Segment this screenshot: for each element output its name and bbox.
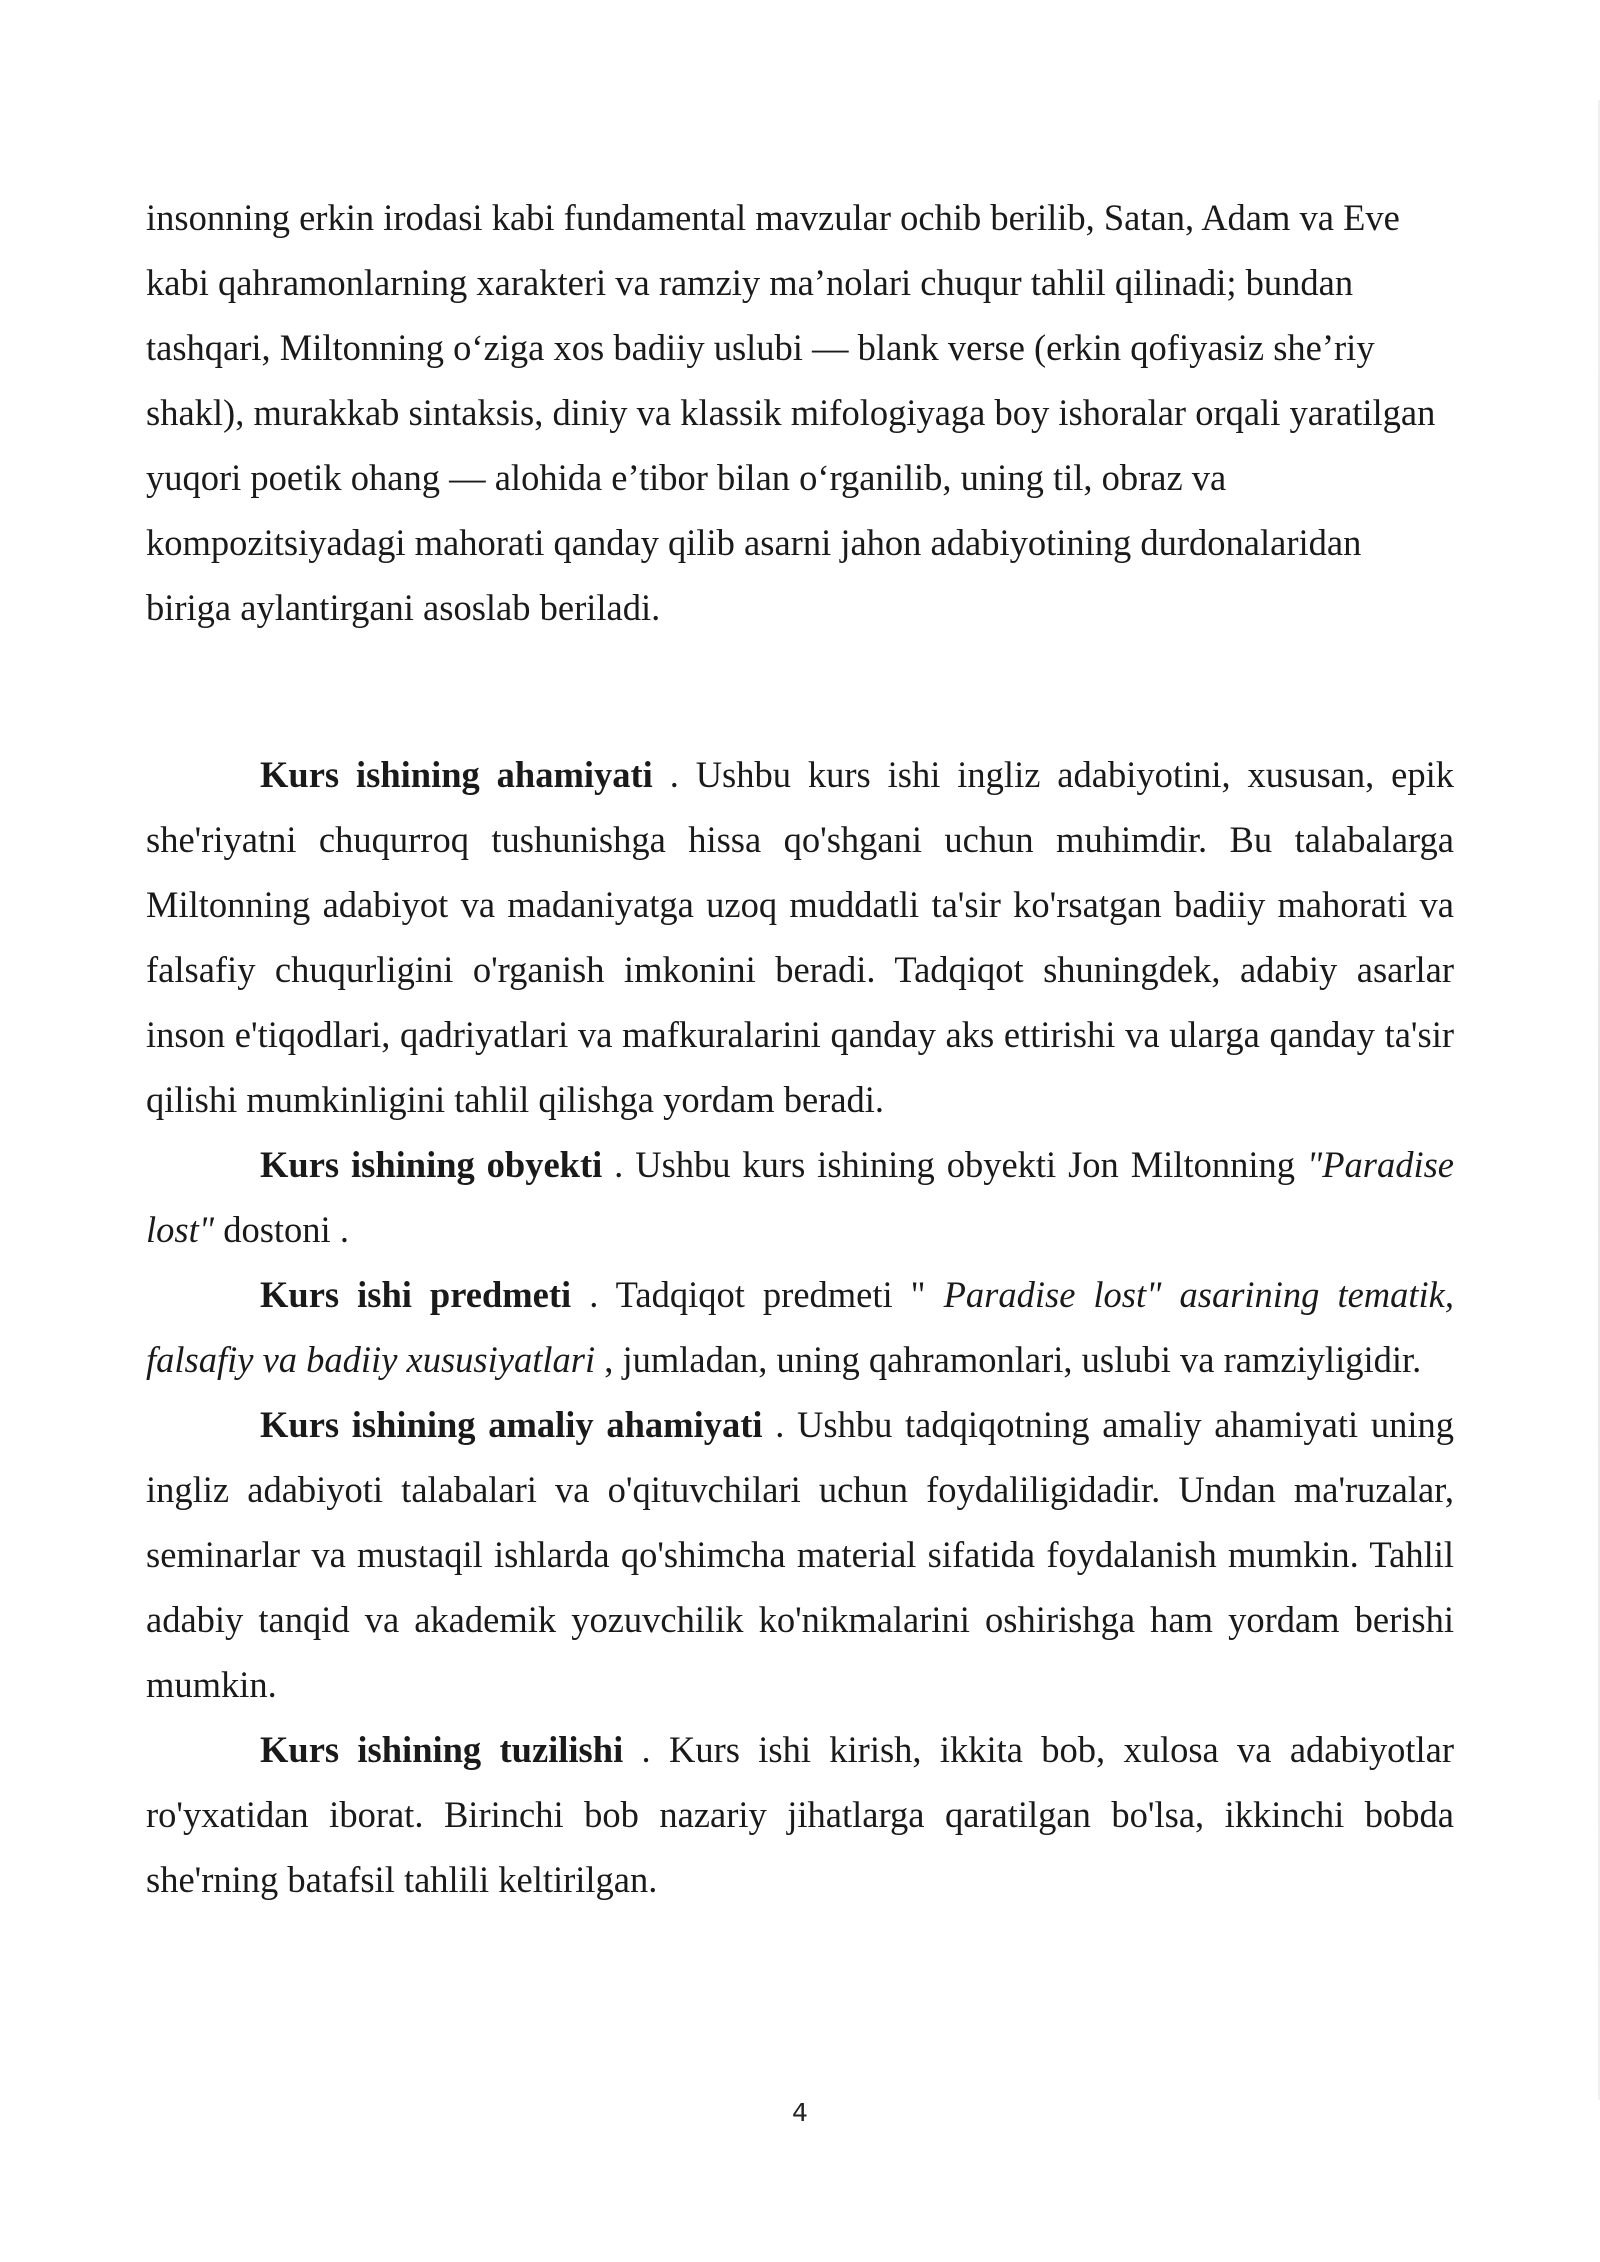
section-heading: Kurs ishining tuzilishi	[260, 1729, 624, 1770]
section-text: . Kurs ishi kirish, ikkita bob, xulosa va adabiyotlar ro'yxatidan iborat. Birinchi bob nazariy jihatlarga qaratilgan bo'lsa, ikkinchi bobda she'rning batafsil tahlili keltirilgan.	[146, 1729, 1454, 1900]
section-heading: Kurs ishining ahamiyati	[260, 754, 653, 795]
section-heading: Kurs ishi predmeti	[260, 1274, 572, 1315]
intro-block	[146, 185, 1454, 640]
section-amaliy-ahamiyati	[146, 1392, 1454, 1717]
sections-block	[146, 742, 1454, 1912]
section-italic-title: Paradise lost" asarining tematik, falsafiy va badiiy xususiyatlari	[146, 1274, 1455, 1380]
page-number: 4	[792, 2098, 808, 2127]
section-text: , jumladan, uning qahramonlari, uslubi va ramziyligidir.	[595, 1339, 1422, 1380]
section-text: dostoni .	[214, 1209, 349, 1250]
section-text: . Ushbu tadqiqotning amaliy ahamiyati uning ingliz adabiyoti talabalari va o'qituvchilari uchun foydaliligidadir. Undan ma'ruzalar, seminarlar va mustaqil ishlarda qo'shimcha material sifatida foydalanish mumkin. Tahlil adabiy tanqid va akademik yozuvchilik ko'nikmalarini oshirishga ham yordam berishi mumkin.	[146, 1404, 1454, 1705]
section-heading: Kurs ishining amaliy ahamiyati	[260, 1404, 763, 1445]
section-obyekti	[146, 1132, 1454, 1262]
section-predmeti	[146, 1262, 1454, 1392]
section-text: . Ushbu kurs ishi ingliz adabiyotini, xususan, epik she'riyatni chuqurroq tushunishga hissa qo'shgani uchun muhimdir. Bu talabalarga Miltonning adabiyot va madaniyatga uzoq muddatli ta'sir ko'rsatgan badiiy mahorati va falsafiy chuqurligini o'rganish imkonini beradi. Tadqiqot shuningdek, adabiy asarlar inson e'tiqodlari, qadriyatlari va mafkuralarini qanday aks ettirishi va ularga qanday ta'sir qilishi mumkinligini tahlil qilishga yordam beradi.	[146, 754, 1454, 1120]
section-tuzilishi	[146, 1717, 1454, 1912]
section-heading: Kurs ishining obyekti	[260, 1144, 603, 1185]
section-ahamiyati	[146, 742, 1454, 1132]
section-text: . Ushbu kurs ishining obyekti Jon Miltonning	[602, 1144, 1307, 1185]
section-text: . Tadqiqot predmeti "	[571, 1274, 944, 1315]
section-italic-title: "Paradise lost"	[146, 1144, 1454, 1250]
intro-paragraph: insonning erkin irodasi kabi fundamental mavzular ochib berilib, Satan, Adam va Eve kabi qahramonlarning xarakteri va ramziy ma’nolari chuqur tahlil qilinadi; bundan tashqari, Miltonning o‘ziga xos badiiy uslubi — blank verse (erkin qofiyasiz she’riy shakl), murakkab sintaksis, diniy va klassik mifologiyaga boy ishoralar orqali yaratilgan yuqori poetik ohang — alohida e’tibor bilan o‘rganilib, uning til, obraz va kompozitsiyadagi mahorati qanday qilib asarni jahon adabiyotining durdonalaridan biriga aylantirgani asoslab beriladi.	[146, 197, 1436, 628]
